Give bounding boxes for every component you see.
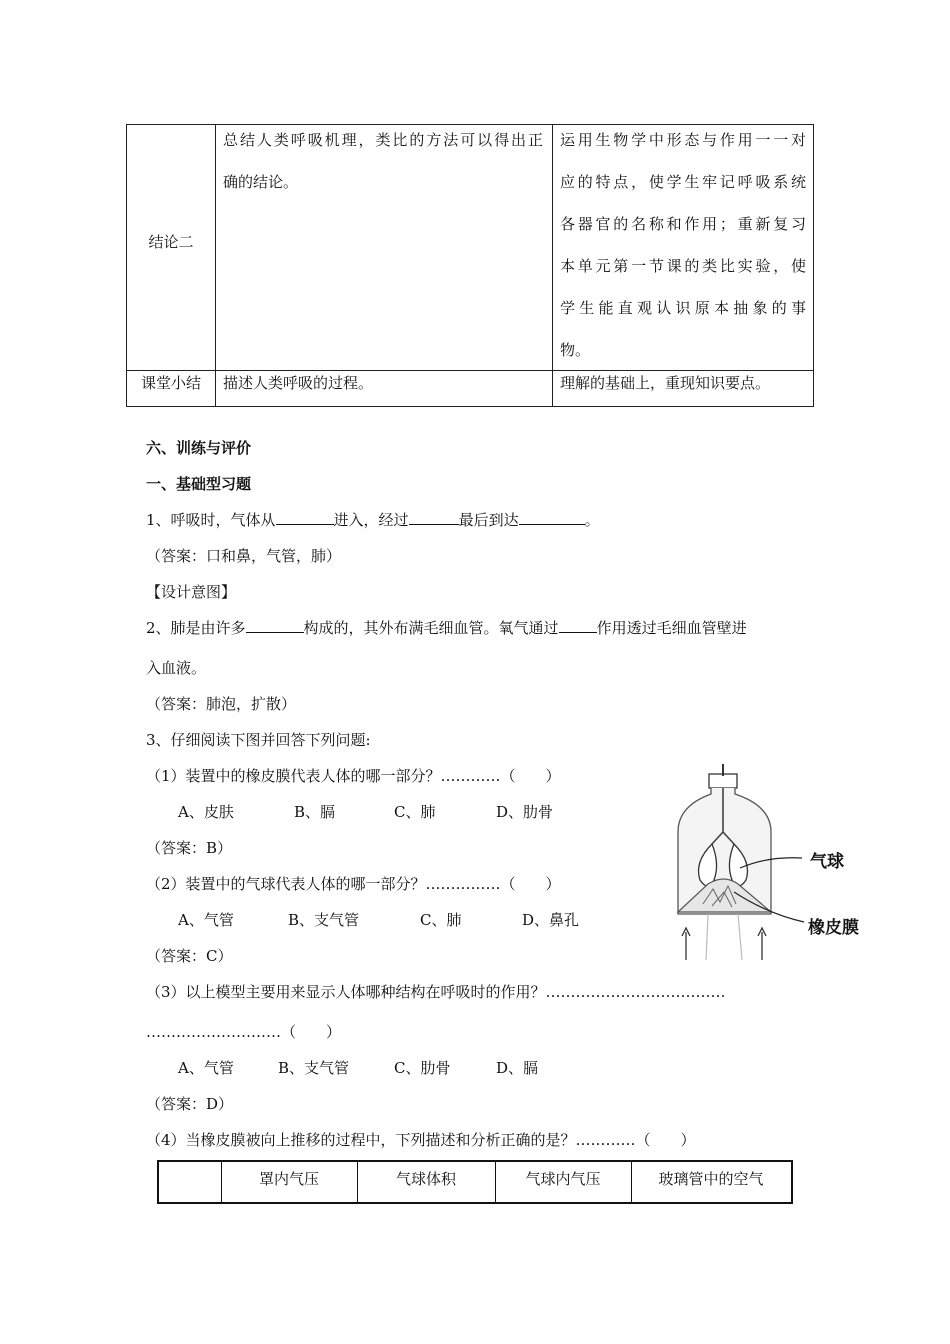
question-2-line2: 入血液。 [146, 659, 207, 677]
option-d: D、肋骨 [496, 803, 554, 821]
question-2: 2、肺是由许多 构成的，其外布满毛细血管。氧气通过 作用透过毛细血管壁进 [146, 619, 747, 637]
fill-blank [276, 510, 334, 525]
question-3-4: （4）当橡皮膜被向上推移的过程中，下列描述和分析正确的是？…………（ ） [146, 1131, 696, 1149]
answer-2: （答案：肺泡，扩散） [146, 695, 297, 713]
question-3-3: （3）以上模型主要用来显示人体哪种结构在呼吸时的作用？……………………………… [146, 983, 726, 1001]
option-c: C、肋骨 [394, 1059, 451, 1077]
option-a: A、皮肤 [178, 803, 234, 821]
table-divider [215, 125, 216, 406]
cell-text: 总结人类呼吸机理，类比的方法可以得出正 [223, 131, 543, 149]
row-label-conclusion: 结论二 [148, 233, 194, 251]
fill-blank [559, 618, 597, 633]
cell-text: 物。 [560, 341, 591, 359]
cell-text: 理解的基础上，重现知识要点。 [560, 374, 771, 392]
question-3-2: （2）装置中的气球代表人体的哪一部分？……………（ ） [146, 875, 561, 893]
option-a: A、气管 [178, 911, 234, 929]
section-title: 六、训练与评价 [146, 439, 252, 457]
analysis-table [157, 1160, 793, 1204]
bell-jar-figure [668, 764, 868, 964]
cell-text: 运用生物学中形态与作用一一对 [560, 131, 806, 149]
summary-table [126, 124, 814, 407]
option-a: A、气管 [178, 1059, 234, 1077]
fill-blank [246, 618, 304, 633]
question-1: 1、呼吸时，气体从 进入，经过 最后到达 。 [146, 511, 600, 529]
table-header: 气球内气压 [525, 1170, 601, 1188]
option-b: B、支气管 [288, 911, 360, 929]
cell-text: 各器官的名称和作用；重新复习 [560, 215, 806, 233]
cell-text: 确的结论。 [223, 173, 299, 191]
cell-text: 应的特点，使学生牢记呼吸系统 [560, 173, 806, 191]
option-d: D、鼻孔 [522, 911, 580, 929]
table-divider [552, 125, 553, 406]
table-header: 罩内气压 [258, 1170, 319, 1188]
question-3-1: （1）装置中的橡皮膜代表人体的哪一部分？…………（ ） [146, 767, 561, 785]
question-3-title: 3、仔细阅读下图并回答下列问题: [146, 731, 371, 749]
cell-text: 本单元第一节课的类比实验，使 [560, 257, 806, 275]
answer-1: （答案：口和鼻，气管，肺） [146, 547, 342, 565]
subsection-title: 一、基础型习题 [146, 475, 252, 493]
option-c: C、肺 [420, 911, 462, 929]
option-b: B、膈 [294, 803, 336, 821]
cell-text: 描述人类呼吸的过程。 [223, 374, 374, 392]
table-header: 气球体积 [395, 1170, 456, 1188]
option-d: D、膈 [496, 1059, 539, 1077]
option-c: C、肺 [394, 803, 436, 821]
answer-3-1: （答案：B） [146, 839, 233, 857]
row-label-summary: 课堂小结 [140, 374, 201, 392]
answer-3-2: （答案：C） [146, 947, 233, 965]
balloon-label: 气球 [810, 852, 844, 872]
membrane-label: 橡皮膜 [808, 918, 859, 938]
fill-blank [519, 510, 585, 525]
table-header: 玻璃管中的空气 [658, 1170, 764, 1188]
question-3-3-line2: ………………………（ ） [146, 1023, 342, 1041]
design-intent: 【设计意图】 [146, 583, 237, 601]
cell-text: 学生能直观认识原本抽象的事 [560, 299, 806, 317]
answer-3-3: （答案：D） [146, 1095, 234, 1113]
option-b: B、支气管 [278, 1059, 350, 1077]
fill-blank [409, 510, 459, 525]
